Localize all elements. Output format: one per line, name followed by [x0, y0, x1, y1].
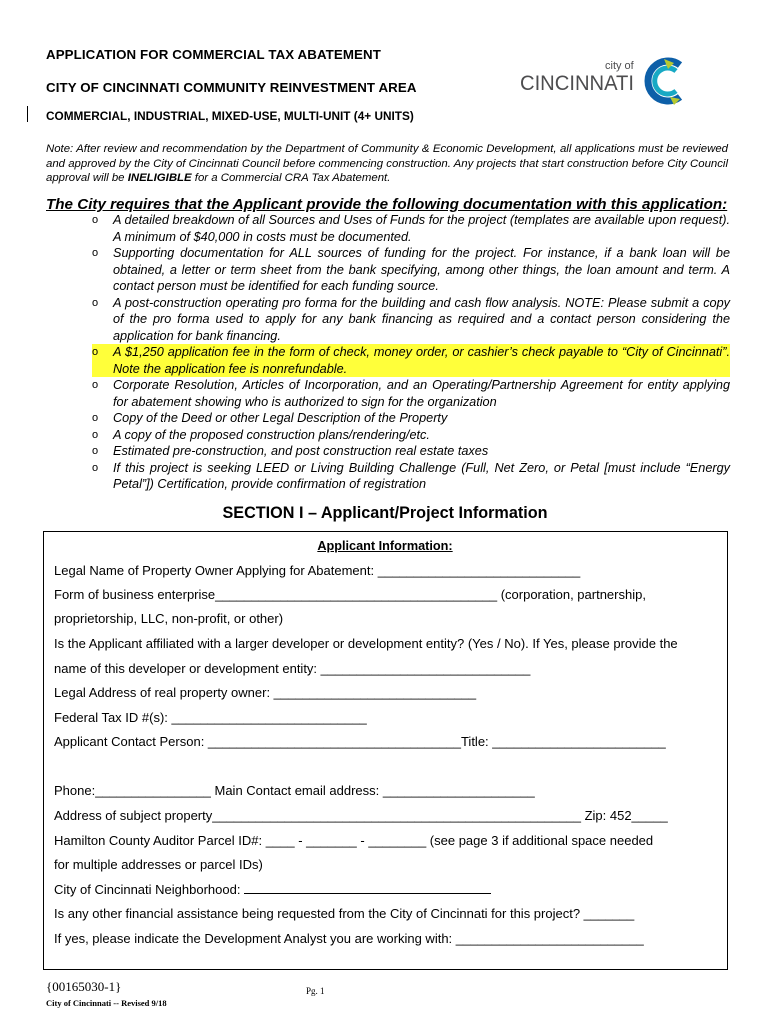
other-assistance-field[interactable]: Is any other financial assistance being requested from the City of Cincinnati for this project? _______ — [54, 906, 635, 921]
requirements-list — [46, 212, 730, 493]
neighborhood-field[interactable]: City of Cincinnati Neighborhood: — [54, 881, 491, 897]
legal-address-field[interactable]: Legal Address of real property owner: ____________________________ — [54, 685, 477, 700]
note-paragraph: Note: After review and recommendation by the Department of Community & Economic Development, all applications must be reviewed and approved by the City of Cincinnati Council before commencing construction. Any projects that start construction before City Council approval will be INELIGIBLE for a Commercial CRA Tax Abatement. — [46, 143, 728, 184]
bullet-icon: o — [92, 379, 99, 391]
page-number: Pg. 1 — [306, 986, 325, 996]
list-item-highlighted: o A $1,250 application fee in the form of check, money order, or cashier’s check payable to “City of Cincinnati”. Note the application fee is nonrefundable. — [92, 345, 730, 376]
list-item: o A copy of the proposed construction plans/rendering/etc. — [92, 427, 430, 442]
bullet-icon: o — [92, 428, 99, 441]
legal-name-field[interactable]: Legal Name of Property Owner Applying for Abatement: ____________________________ — [54, 563, 581, 578]
logo-big-text: CINCINNATI — [520, 72, 634, 95]
development-analyst-field[interactable]: If yes, please indicate the Development Analyst you are working with: __________________________ — [54, 931, 644, 946]
bullet-icon: o — [92, 445, 99, 457]
applicant-info-subtitle: Applicant Information: — [317, 539, 453, 553]
list-item: o Supporting documentation for ALL sources of funding for the project. For instance, if a bank loan will be obtained, a letter or term sheet from the bank specifying, among other things, the loan amount and term. A contact person must be identified for each funding source. — [92, 246, 730, 293]
bullet-icon: o — [92, 247, 99, 259]
logo-small-text: city of — [605, 60, 634, 72]
margin-change-bar — [27, 106, 28, 122]
list-item: o Estimated pre-construction, and post construction real estate taxes — [92, 444, 489, 458]
subject-address-field[interactable]: Address of subject property___________________________________________________ Zip: 452_____ — [54, 808, 668, 823]
parcel-id-field[interactable]: Hamilton County Auditor Parcel ID#: ____ - _______ - ________ (see page 3 if additional space needed — [54, 833, 654, 848]
list-item: o Corporate Resolution, Articles of Incorporation, and an Operating/Partnership Agreement for entity applying for abatement showing who is authorized to sign for the organization — [92, 378, 730, 409]
header-title-line3: COMMERCIAL, INDUSTRIAL, MIXED-USE, MULTI-UNIT (4+ UNITS) — [46, 109, 414, 123]
parcel-id-hint: for multiple addresses or parcel IDs) — [54, 857, 263, 872]
bullet-icon: o — [92, 346, 99, 358]
revision-note: City of Cincinnati -- Revised 9/18 — [46, 998, 167, 1008]
header-title-line1: APPLICATION FOR COMMERCIAL TAX ABATEMENT — [46, 47, 381, 62]
list-item: o A detailed breakdown of all Sources and Uses of Funds for the project (templates are available upon request). A minimum of $40,000 in costs must be documented. — [92, 213, 730, 244]
form-of-business-hint: proprietorship, LLC, non-profit, or other) — [54, 611, 284, 626]
bullet-icon: o — [92, 412, 99, 424]
developer-name-field[interactable]: name of this developer or development entity: _____________________________ — [54, 661, 531, 676]
phone-email-field[interactable]: Phone:________________ Main Contact email address: _____________________ — [54, 783, 535, 798]
cincinnati-logo-icon — [518, 53, 694, 107]
city-of-cincinnati-logo — [518, 53, 694, 107]
bullet-icon: o — [92, 461, 99, 474]
requirements-title: The City requires that the Applicant provide the following documentation with this application: — [46, 196, 728, 213]
list-item: o A post-construction operating pro forma for the building and cash flow analysis. NOTE: Please submit a copy of the pro forma used to apply for any bank financing as required and a contact person considering the application for bank financing. — [92, 295, 730, 343]
document-code: {00165030-1} — [46, 979, 122, 994]
bullet-icon: o — [92, 296, 99, 309]
federal-tax-id-field[interactable]: Federal Tax ID #(s): ___________________________ — [54, 710, 367, 725]
contact-person-field[interactable]: Applicant Contact Person: ___________________________________Title: ________________________ — [54, 734, 666, 749]
form-of-business-field[interactable]: Form of business enterprise_______________________________________ (corporation, partnership, — [54, 587, 646, 602]
neighborhood-underline — [244, 881, 491, 894]
header-title-line2: CITY OF CINCINNATI COMMUNITY REINVESTMENT AREA — [46, 80, 417, 95]
bullet-icon: o — [92, 214, 99, 226]
affiliated-question: Is the Applicant affiliated with a larger developer or development entity? (Yes / No). If Yes, please provide the — [54, 636, 678, 651]
section-title: SECTION I – Applicant/Project Information — [222, 504, 548, 522]
list-item: o Copy of the Deed or other Legal Description of the Property — [92, 411, 448, 425]
list-item: o If this project is seeking LEED or Living Building Challenge (Full, Net Zero, or Petal [must include “Energy Petal”]) Certification, provide confirmation of registration — [92, 460, 730, 491]
